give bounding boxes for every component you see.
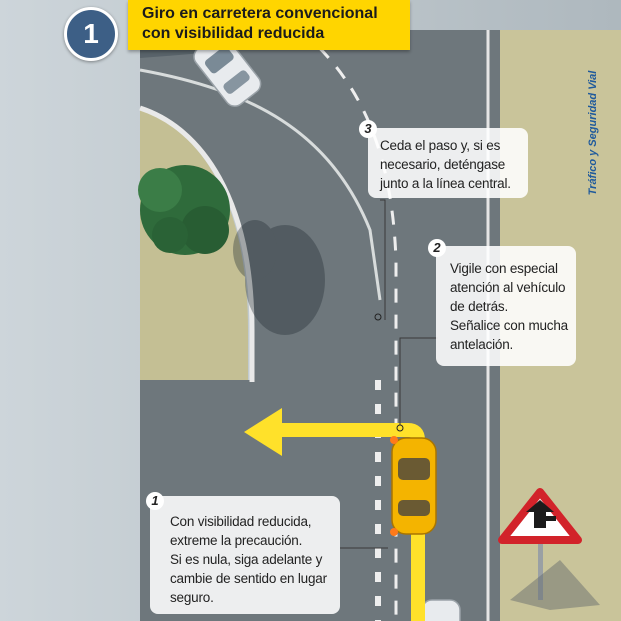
- callout-number-3: 3: [359, 120, 377, 138]
- credit-label: [583, 58, 603, 208]
- title-line-1: Giro en carretera convencional: [142, 5, 378, 22]
- yellow-car-icon: [390, 436, 436, 536]
- callout-text-3: Ceda el paso y, si es necesario, deténgase junto a la línea central.: [380, 138, 511, 191]
- callout-text-1: Con visibilidad reducida, extreme la precaución. Si es nula, siga adelante y cambie de sentido en lugar seguro.: [170, 514, 327, 605]
- callout-text-2: Vigile con especial atención al vehículo de detrás. Señalice con mucha antelación.: [450, 261, 568, 352]
- callout-number-1: 1: [146, 492, 164, 510]
- white-car-icon: [422, 600, 460, 621]
- credit-text: Tráfico y Seguridad Vial: [587, 70, 599, 196]
- callout-number-2: 2: [428, 239, 446, 257]
- title-banner: [128, 0, 410, 50]
- step-number-badge: 1: [64, 7, 118, 61]
- callout-step-3: [364, 121, 528, 198]
- callout-step-1: [150, 493, 340, 614]
- title-line-2: con visibilidad reducida: [142, 25, 325, 42]
- callout-step-2: [433, 240, 576, 366]
